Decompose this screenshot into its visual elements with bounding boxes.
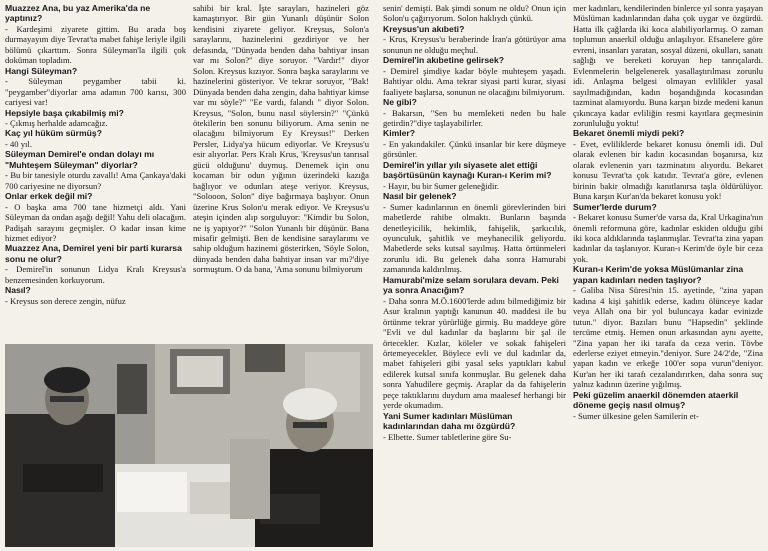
answer-paragraph: - Bekaret konusu Sumer'de varsa da, Kral Urkagina'nın önemli reformuna göre, kadınlar eskiden olduğu gibi iki koca aldıklarında taşlanmışlar. Tevrat'ta zina yapan kadınlar da taşlanıyor. Kuran-ı Kerim'de öyle bir ceza yok. [573, 212, 763, 264]
column-4 [573, 3, 763, 421]
answer-paragraph: - Bakarsın, "Sen bu memleketi neden bu hale getirdin?"diye taşlayabilirler. [383, 107, 566, 128]
answer-paragraph: - Sumer ülkesine gelen Samilerin et- [573, 410, 699, 421]
answer-paragraph: - Hayır, bu bir Sumer geleneğidir. [383, 180, 499, 191]
question-heading: Onlar erkek değil mi? [5, 191, 93, 202]
question-heading: Ne gibi? [383, 97, 417, 108]
question-heading: Kuran-ı Kerim'de yoksa Müslümanlar zina yapan kadınları neden taşlıyor? [573, 264, 744, 285]
answer-paragraph: - Çıkmış herhalde adamcağız. [5, 117, 108, 128]
answer-paragraph: - Elbette. Sumer tabletlerine göre Su- [383, 431, 512, 442]
answer-paragraph: - 40 yıl. [5, 138, 32, 149]
answer-paragraph: - O başka ama 700 tane hizmetçi aldı. Yani Süleyman da ondan aşağı değil! Yahu deli olacağım. Padişah sarayını geçmişler. O kadar insan kime hizmet ediyor? [5, 201, 186, 243]
question-heading: Peki güzelim anaerkil dönemden ataerkil döneme geçiş nasıl olmuş? [573, 389, 739, 411]
question-heading: Kimler? [383, 128, 415, 139]
interview-photo [5, 344, 373, 547]
question-heading: Yani Sumer kadınları Müslüman kadınlarından daha mı özgürdü? [383, 410, 516, 432]
answer-paragraph: - Daha sonra M.Ö.1600'lerde adını bilmediğimiz bir Asur kralının yaptığı kanunun 40. maddesi ile bu örtünme tekrar yürürlüğe girmiş. Bu maddeye göre "Evli ve dul kadınlar da başlarını bir şal ile örtecekler. Kızlar, köleler ve sokak fahişeleri örtemeyecekler. Böylece evli ve dul kadınlar da, mabet fahişeleri gibi yasal seks yaptıkları kabul edilerek kutsal sınıfa konmuşlar. Bu gelenek daha sonra Yahudilere geçmiş. Araplar da da fahişelerin peçe taktıklarını duydum ama maalesef herhangi bir yerde okumadım. [383, 295, 566, 411]
answer-paragraph: - Krus, Kreysus'u beraberinde İran'a götürüyor ama sonunun ne olduğu meçhul. [383, 34, 566, 55]
question-heading: Hangi Süleyman? [5, 65, 78, 76]
column-1 [5, 3, 186, 306]
question-heading: Hepsiyle başa çıkabilmiş mi? [5, 107, 124, 118]
answer-paragraph: - En yakındakiler. Çünkü insanlar bir kere düşmeye görsünler. [383, 138, 566, 160]
answer-paragraph: - Demirel'in sonunun Lidya Kralı Kreysus'a benzemesinden korkuyorum. [5, 264, 186, 285]
question-heading: Muazzez Ana, Demirel yeni bir parti kurarsa sonu ne olur? [5, 243, 182, 264]
question-heading: Süleyman Demirel'e ondan dolayı mı "Muhteşem Süleyman" diyorlar? [5, 149, 155, 170]
answer-paragraph: - Kreysus son derece zengin, nüfuz [5, 295, 126, 306]
question-heading: Nasıl bir gelenek? [383, 191, 457, 202]
answer-paragraph: - Galiba Nisa Süresi'nin 15. ayetinde, "zina yapan kadına 4 kişi şahitlik ederse, kadını ölünceye kadar veya Allah ona bir yol buluncaya kadar evinizde tutun." diyor. Bazıları bunu "Hapsedin" şeklinde tercüme etmiş. Hemen onun arkasından aynı ayette, "Zina yapan her iki tarafa da ceza verin. Tövbe ederlerse eziyet etmeyin."deniyor. Sure 24/2'de, "Zina yapan kadın ve erkeğe 100'er sopa vurun"deniyor. Kur'an her iki tarafı cezalandırırken, daha sonra suç yalnız kadının üzerine yığılmış. [573, 285, 763, 390]
answer-paragraph: senin' demişti. Bak şimdi sonum ne oldu? Onun için Solon'u çağırıyorum. Solon haklıydı çünkü. [383, 3, 566, 24]
answer-paragraph: - Bu bir tanesiyle oturdu zavallı! Ama Çankaya'daki 700 cariyesine ne diyorsun? [5, 170, 186, 191]
question-heading: Hamurabi'mize selam sorulara devam. Peki ya sonra Anacığım? [383, 274, 559, 296]
column-3 [383, 3, 566, 442]
question-heading: Kreysus'un akıbeti? [383, 23, 465, 34]
answer-paragraph: - Evet, evliliklerde bekaret konusu önemli idi. Dul olarak evlenen bir kadın kocasından boşanırsa, kız olarak evlenenin yarı tazminatını alıyordu. Bekaret konusu Tevrat'ta çok katıdır. Tevrat'a göre, evlenen birinin bakir olmadığı kanıtlanırsa taşla öldürülüyor. Buna karşın Kur'an'da bekaret konusu yok! [573, 138, 763, 202]
interview-photo-illustration [5, 344, 373, 547]
column-2 [193, 3, 369, 275]
answer-paragraph: sahibi bir kral. İşte sarayları, hazineleri göz kamaştırıyor. Bir gün Yunanlı düşünür Solon kendisini ziyarete geliyor. Kreysus, Solon'a saraylarını, hazinelerini gezdiriyor ve her defasında, "Dünyada benden daha bahtiyar insan var mı Solon?" diye soruyor. "Vardır!" diyor Solon. Kreysus kızıyor. Sonra başka saraylarını ve hazinelerini gösteriyor. Ve tekrar soruyor, "Bak! Dünyada benden daha zengin, daha bahtiyar kimse var mı söyle?" "Ee vardı, falandı " diyor Solon. Kreysus, "Solon, bunu nasıl söylersin?" "Çünkü ötekilerin ben sonunu biliyorum. Ama senin ne olacağını bilmiyorum Ey Kreysus!" Derken Persler, Lidya'ya hücum ediyorlar. Ve Kreysus'u esir alıyorlar. Pers Kralı Krus, 'Kreysus'un tanrısal gücü olduğunu' duymuş. Denemek için onu kocaman bir odun yığının üzerindeki kazığa bağlıyor ve odunları ateşe veriyor. Kreysus, "Solooon, Solon" diye bağırmaya başlıyor. Onun üzerine Krus Solon'u merak ediyor. Ve Kreysus'u ateşin içinden alıp sorguluyor: "Kimdir bu Solon, ne iş yapıyor?" "Solon Yunanlı bir düşünür. Bana misafir gelmişti. Ben de kendisine saraylarımı ve sahip olduğum hazinemi gösterirken, 'Söyle Solon, dünyada benden daha bahtiyar insan var mı?'diye sormuştum. O da bana, 'Ama sonunu bilmiyorum [193, 3, 369, 275]
answer-paragraph: - Süleyman peygamber tabii ki. "peygamber"diyorlar ama adamın 700 karısı, 300 cariyesi var! [5, 76, 186, 108]
question-heading: Demirel'in yıllar yılı siyasete alet ettiği başörtüsünün kaynağı Kuran-ı Kerim mi? [383, 159, 552, 181]
question-heading: Demirel'in akıbetine gelirsek? [383, 55, 504, 66]
question-heading: Kaç yıl hüküm sürmüş? [5, 128, 102, 139]
question-heading: Muazzez Ana, bu yaz Amerika'da ne yaptınız? [5, 3, 151, 24]
answer-paragraph: - Demirel şimdiye kadar böyle muhteşem yaşadı. Bahtiyar oldu. Ama tekrar siyasi parti kurar, siyasi faaliyete başlarsa, sonunun ne olacağını bilmiyorum. [383, 65, 566, 97]
answer-paragraph: mer kadınları, kendilerinden binlerce yıl sonra yaşayan Müslüman kadınlarından daha çok uygar ve özgürdü. Hatta ilk çağlarda iki koca alabiliyorlarmış. O zaman toplumun anaerkil olduğu anlaşılıyor. Efsanelere göre evreni, insanları yaratan, sosyal düzeni, okulları, sanatı sağlığı ve bereketi koruyan hep tanrıçalardı. Evlenmelerin belgelenerek yasallaştırılması zorunlu idi. Anlaşma belgesi olmayan evlilikler yasal sayılmadığından, kadın boşandığında kocasından tazminat alamıyordu. Buna karşın bizde medeni kanun çıkıncaya kadar evliliğin resmi kayıtlara geçmesinin zorunluluğu yoktu! [573, 3, 763, 128]
answer-paragraph: - Kardeşimi ziyarete gittim. Bu arada boş durmayayım diye Tevrat'ta mabet fahişe leriyle ilgili bölümü çıkarttım. Sonra Süleyman'la ilgili çok doküman topladım. [5, 23, 186, 66]
question-heading: Sumer'lerde durum? [573, 201, 657, 212]
question-heading: Nasıl? [5, 285, 31, 296]
answer-paragraph: - Sumer kadınlarının en önemli görevlerinden biri mabetlerde rahibe olmaktı. Bunların başında denetleyicilik, hekimlik, fahişelik, şarkıcılık, oyunculuk, şahitlik ve meyhanecilik geliyordu. Mabetlerde seks kutsal sayılmış. Hatta örtünmeleri zorunlu idi. Bu gelenek daha sonra Hamurabi zamanında kaldırılmış. [383, 201, 566, 275]
question-heading: Bekaret önemli miydi peki? [573, 128, 685, 139]
